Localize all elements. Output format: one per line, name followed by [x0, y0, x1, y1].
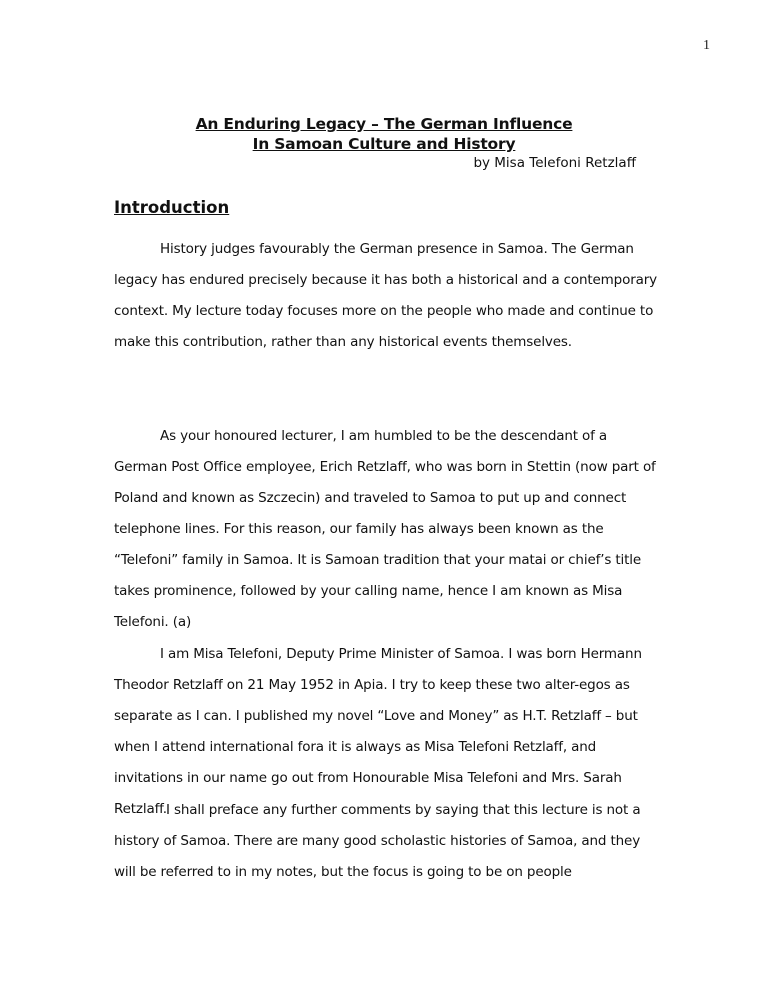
body-paragraph-2: As your honoured lecturer, I am humbled to be the descendant of a German Post Office employee, Erich Retzlaff, who was born in Stettin (now part of Poland and known as Szczecin) and traveled to Samoa to put up and connect telephone lines. For this reason, our family has always been known as the “Telefoni” family in Samoa. It is Samoan tradition that your matai or chief’s title takes prominence, followed by your calling name, hence I am known as Misa Telefoni. (a): [114, 428, 656, 630]
document-title: [0, 114, 768, 154]
body-paragraph-3: I am Misa Telefoni, Deputy Prime Minister of Samoa. I was born Hermann Theodor Retzlaff on 21 May 1952 in Apia. I try to keep these two alter-egos as separate as I can. I published my novel “Love and Money” as H.T. Retzlaff – but when I attend international fora it is always as Misa Telefoni Retzlaff, and invitations in our name go out from Honourable Misa Telefoni and Mrs. Sarah Retzlaff.: [114, 646, 642, 817]
title-line-2: In Samoan Culture and History: [252, 135, 516, 153]
title-line-1: An Enduring Legacy – The German Influence: [195, 115, 573, 133]
section-heading-introduction: Introduction: [114, 198, 230, 217]
body-paragraph-1: History judges favourably the German presence in Samoa. The German legacy has endured precisely because it has both a historical and a contemporary context. My lecture today focuses more on the people who made and continue to make this contribution, rather than any historical events themselves.: [114, 241, 657, 350]
page-number: 1: [703, 38, 710, 53]
author-byline: by Misa Telefoni Retzlaff: [473, 155, 636, 171]
body-paragraph-4: I shall preface any further comments by saying that this lecture is not a history of Samoa. There are many good scholastic histories of Samoa, and they will be referred to in my notes, but the focus is going to be on people: [114, 802, 641, 880]
